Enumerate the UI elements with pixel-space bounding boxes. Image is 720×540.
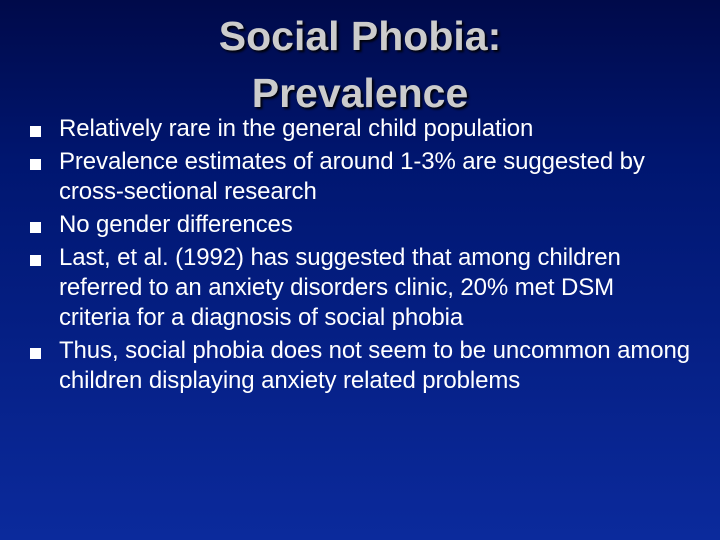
bullet-item-gender bbox=[30, 210, 690, 240]
bullet-text: Thus, social phobia does not seem to be uncommon among children displaying anxiety related problems bbox=[59, 337, 690, 394]
square-bullet-icon bbox=[30, 222, 41, 233]
bullet-item-last-study bbox=[30, 243, 690, 333]
slide-title bbox=[0, 8, 720, 122]
bullet-text: Prevalence estimates of around 1-3% are suggested by cross-sectional research bbox=[59, 148, 645, 205]
bullet-item-rarity bbox=[30, 114, 690, 144]
bullet-text: No gender differences bbox=[59, 211, 293, 238]
bullet-list bbox=[30, 114, 690, 396]
square-bullet-icon bbox=[30, 255, 41, 266]
square-bullet-icon bbox=[30, 159, 41, 170]
bullet-item-conclusion bbox=[30, 336, 690, 396]
slide-title-line-2: Prevalence bbox=[251, 70, 469, 116]
bullet-text: Last, et al. (1992) has suggested that among children referred to an anxiety disorders clinic, 20% met DSM criteria for a diagnosis of social phobia bbox=[59, 244, 621, 331]
square-bullet-icon bbox=[30, 126, 41, 137]
square-bullet-icon bbox=[30, 348, 41, 359]
bullet-item-prevalence bbox=[30, 147, 690, 207]
slide-title-line-1: Social Phobia: bbox=[218, 13, 502, 59]
bullet-text: Relatively rare in the general child population bbox=[59, 115, 534, 142]
